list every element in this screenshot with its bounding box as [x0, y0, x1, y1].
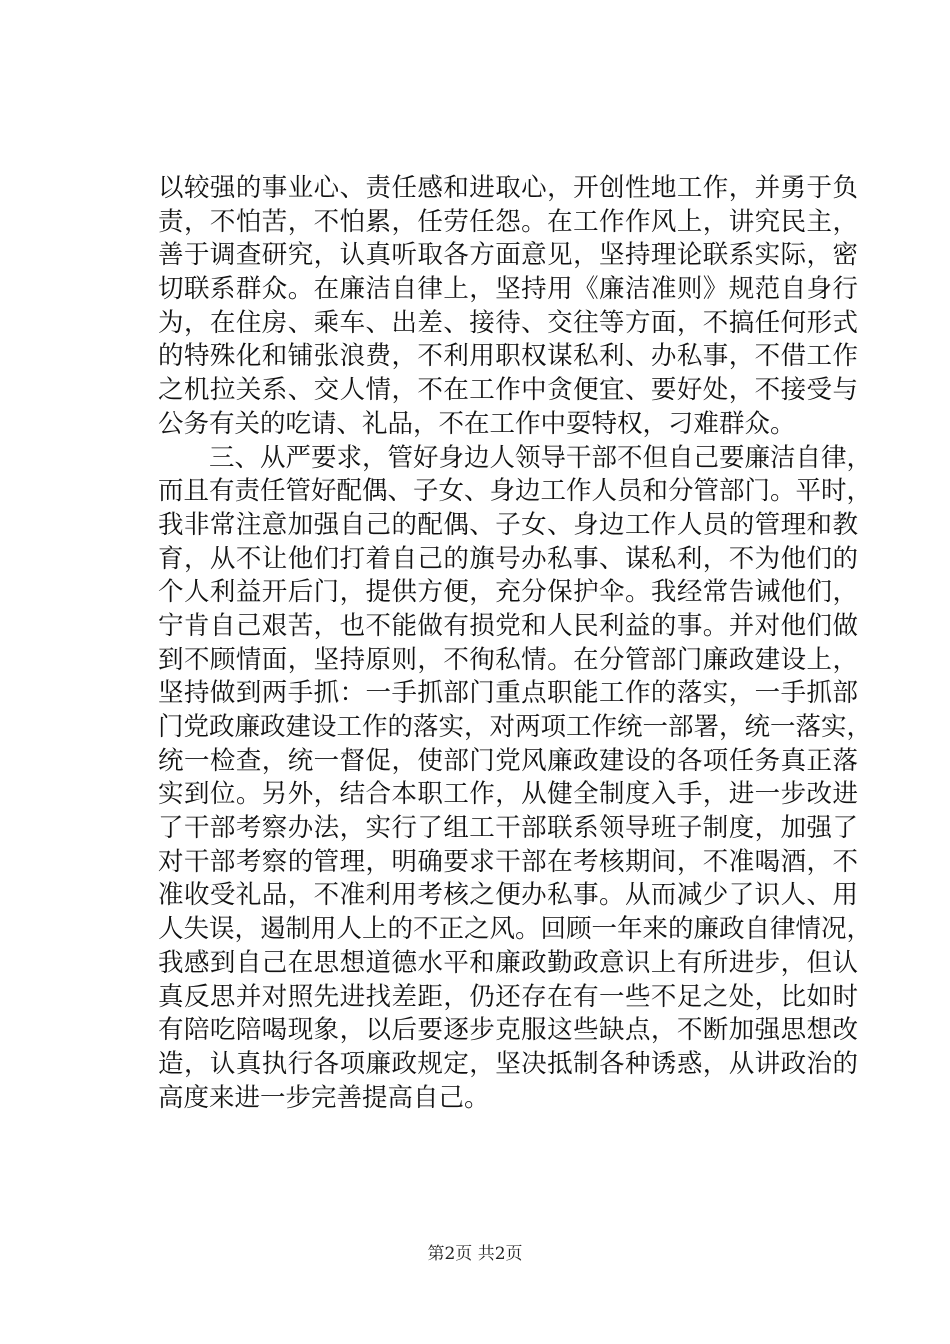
page-number: 第2页 共2页 [427, 1244, 523, 1264]
page-footer [0, 1243, 950, 1265]
text-line: 的特殊化和铺张浪费，不利用职权谋私利、办私事，不借工作 [158, 341, 858, 372]
text-line: 为，在住房、乘车、出差、接待、交往等方面，不搞任何形式 [158, 307, 858, 338]
text-line: 真反思并对照先进找差距，仍还存在有一些不足之处，比如时 [158, 981, 858, 1012]
text-line: 了干部考察办法，实行了组工干部联系领导班子制度，加强了 [158, 813, 858, 844]
text-line: 我非常注意加强自己的配偶、子女、身边工作人员的管理和教 [158, 509, 858, 540]
text-line: 善于调查研究，认真听取各方面意见，坚持理论联系实际，密 [158, 240, 858, 271]
text-line: 之机拉关系、交人情，不在工作中贪便宜、要好处，不接受与 [158, 375, 858, 406]
text-line: 三、从严要求，管好身边人领导干部不但自己要廉洁自律， [158, 442, 873, 473]
text-line: 公务有关的吃请、礼品，不在工作中耍特权，刁难群众。 [158, 408, 796, 439]
text-line: 造，认真执行各项廉政规定，坚决抵制各种诱惑，从讲政治的 [158, 1048, 858, 1079]
text-line: 我感到自己在思想道德水平和廉政勤政意识上有所进步，但认 [158, 947, 858, 978]
text-line: 坚持做到两手抓：一手抓部门重点职能工作的落实，一手抓部 [158, 678, 858, 709]
text-line: 切联系群众。在廉洁自律上，坚持用《廉洁准则》规范自身行 [158, 274, 858, 305]
text-line: 高度来进一步完善提高自己。 [158, 1082, 490, 1113]
text-line: 个人利益开后门，提供方便，充分保护伞。我经常告诫他们， [158, 577, 858, 608]
text-line: 以较强的事业心、责任感和进取心，开创性地工作，并勇于负 [158, 173, 858, 203]
text-line: 实到位。另外，结合本职工作，从健全制度入手，进一步改进 [158, 779, 858, 810]
text-line: 育，从不让他们打着自己的旗号办私事、谋私利，不为他们的 [158, 543, 858, 574]
text-line: 人失误，遏制用人上的不正之风。回顾一年来的廉政自律情况， [158, 914, 873, 945]
text-line: 责，不怕苦，不怕累，任劳任怨。在工作作风上，讲究民主， [158, 206, 858, 237]
text-line: 宁肯自己艰苦，也不能做有损党和人民利益的事。并对他们做 [158, 610, 858, 641]
text-line: 准收受礼品，不准利用考核之便办私事。从而减少了识人、用 [158, 880, 858, 911]
text-line: 有陪吃陪喝现象，以后要逐步克服这些缺点，不断加强思想改 [158, 1015, 858, 1046]
text-line: 统一检查，统一督促，使部门党风廉政建设的各项任务真正落 [158, 745, 858, 776]
body-text [158, 172, 873, 1115]
text-line: 门党政廉政建设工作的落实，对两项工作统一部署，统一落实， [158, 712, 873, 742]
text-line: 而且有责任管好配偶、子女、身边工作人员和分管部门。平时， [158, 476, 873, 507]
text-line: 对干部考察的管理，明确要求干部在考核期间，不准喝酒，不 [158, 846, 858, 877]
text-line: 到不顾情面，坚持原则，不徇私情。在分管部门廉政建设上， [158, 644, 858, 675]
